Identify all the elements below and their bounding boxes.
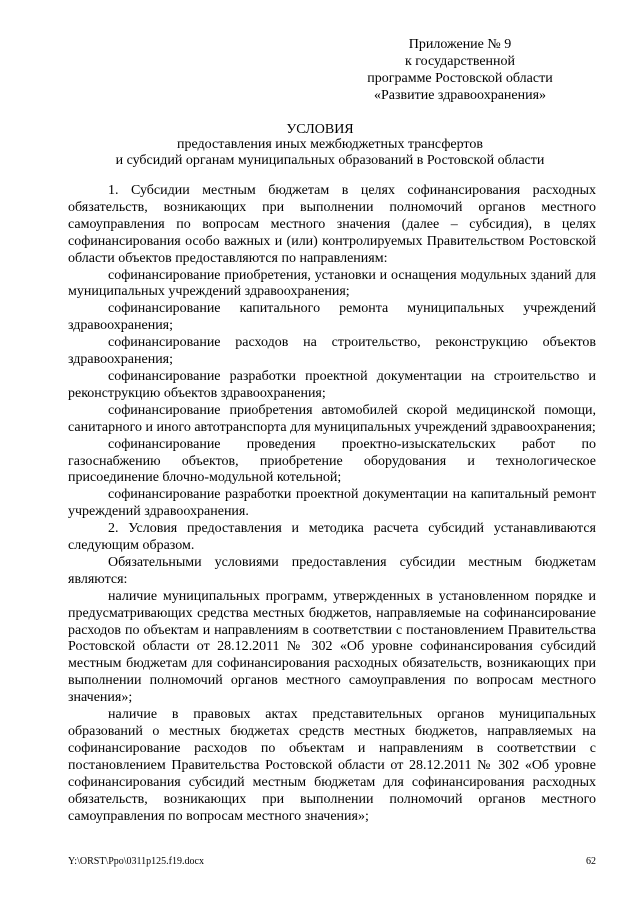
subtitle-line: и субсидий органам муниципальных образований в Ростовской области <box>115 153 545 168</box>
paragraph: Обязательными условиями предоставления субсидии местным бюджетам являются: <box>68 554 596 587</box>
paragraph: софинансирование капитального ремонта муниципальных учреждений здравоохранения; <box>68 301 596 334</box>
appendix-line: к государственной <box>404 54 516 69</box>
document-title: УСЛОВИЯ <box>286 122 354 137</box>
paragraph: софинансирование расходов на строительство, реконструкцию объектов здравоохранения; <box>68 335 596 368</box>
paragraph: софинансирование разработки проектной документации на строительство и реконструкцию объектов здравоохранения; <box>68 368 596 401</box>
document-subtitle <box>60 137 600 169</box>
subtitle-line: предоставления иных межбюджетных трансфертов <box>177 137 483 152</box>
appendix-line: программе Ростовской области <box>367 71 553 86</box>
paragraph: наличие муниципальных программ, утвержденных в установленном порядке и предусматривающих средства местных бюджетов, направляемые на софинансирование расходов по объектам и направлениям в соответствии с постановлением Правительства Ростовской области от 28.12.2011 № 302 «Об уровне софинансирования субсидий местным бюджетам для софинансирования расходных обязательств, возникающих при выполнении полномочий органов местного самоуправления по вопросам местного значения»; <box>68 588 596 706</box>
paragraph: 2. Условия предоставления и методика расчета субсидий устанавливаются следующим образом. <box>68 521 596 554</box>
appendix-line: «Развитие здравоохранения» <box>373 88 547 103</box>
document-body <box>68 183 596 825</box>
paragraph: софинансирование разработки проектной документации на капитальный ремонт учреждений здравоохранения. <box>68 487 596 520</box>
appendix-header <box>330 36 590 104</box>
page-footer <box>68 856 596 870</box>
paragraph: софинансирование приобретения, установки и оснащения модульных зданий для муниципальных учреждений здравоохранения; <box>68 267 596 300</box>
paragraph: софинансирование приобретения автомобилей скорой медицинской помощи, санитарного и иного автотранспорта для муниципальных учреждений здравоохранения; <box>68 402 596 435</box>
paragraph: наличие в правовых актах представительных органов муниципальных образований о местных бюджетах средств местных бюджетов, направляемых на софинансирование расходов по объектам и направлениям в соответствии с постановлением Правительства Ростовской области от 28.12.2011 № 302 «Об уровне софинансирования субсидий местным бюджетам для софинансирования расходных обязательств, возникающих при выполнении полномочий органов местного самоуправления по вопросам местного значения»; <box>68 707 596 824</box>
page-number: 62 <box>586 856 596 867</box>
file-path: Y:\ORST\Ppo\0311p125.f19.docx <box>68 856 204 867</box>
paragraph: 1. Субсидии местным бюджетам в целях софинансирования расходных обязательств, возникающих при выполнении полномочий органов местного самоуправления по вопросам местного значения (далее – субсидия), в целях софинансирования особо важных и (или) контролируемых Правительством Ростовской области объектов предоставляются по направлениям: <box>68 183 596 266</box>
paragraph: софинансирование проведения проектно-изыскательских работ по газоснабжению объектов, приобретение оборудования и технологическое присоединение блочно-модульной котельной; <box>68 436 596 486</box>
appendix-line: Приложение № 9 <box>408 37 512 52</box>
